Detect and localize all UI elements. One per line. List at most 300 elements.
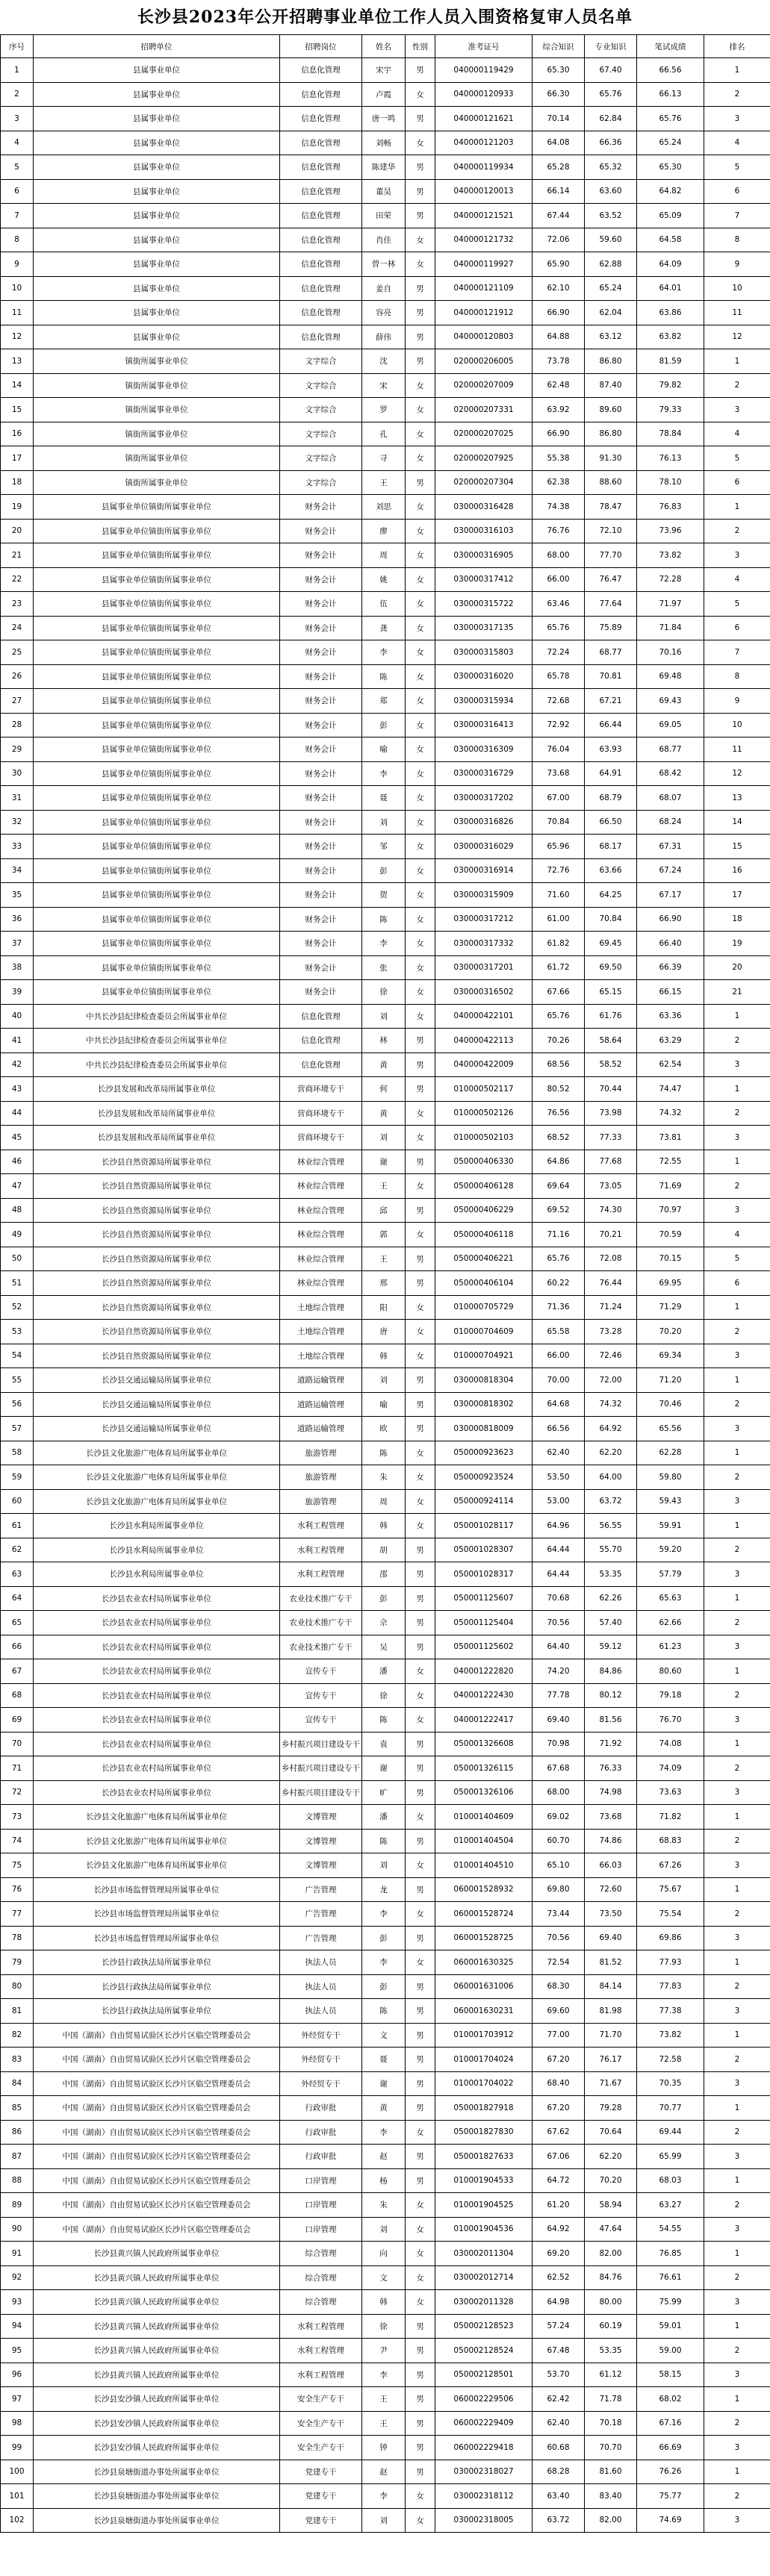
table-cell: 73.98 <box>585 1101 637 1126</box>
table-cell: 79.33 <box>637 398 704 422</box>
table-cell: 57 <box>1 1417 34 1441</box>
table-cell: 71.69 <box>637 1174 704 1199</box>
table-cell: 2 <box>704 2048 770 2072</box>
table-cell: 81.59 <box>637 349 704 374</box>
table-cell: 女 <box>406 2242 435 2266</box>
table-cell: 19 <box>1 495 34 520</box>
table-cell: 文字综合 <box>280 398 362 422</box>
table-cell: 长沙县农业农村局所属事业单位 <box>34 1635 280 1659</box>
table-row <box>1 858 770 883</box>
table-cell: 1 <box>704 1150 770 1174</box>
table-cell: 长沙县文化旅游广电体育局所属事业单位 <box>34 1465 280 1490</box>
table-cell: 女 <box>406 640 435 665</box>
table-cell: 71.84 <box>637 616 704 640</box>
table-cell: 060001528932 <box>435 1877 533 1902</box>
table-cell: 1 <box>704 1877 770 1902</box>
table-cell: 女 <box>406 810 435 835</box>
table-cell: 78.84 <box>637 422 704 446</box>
table-cell: 74.32 <box>637 1101 704 1126</box>
table-row <box>1 1562 770 1587</box>
table-cell: 长沙县安沙镇人民政府所属事业单位 <box>34 2436 280 2460</box>
table-cell: 030000317412 <box>435 567 533 592</box>
table-cell: 向 <box>362 2242 406 2266</box>
table-cell: 79 <box>1 1950 34 1975</box>
column-header: 专业知识 <box>585 35 637 58</box>
table-cell: 68.17 <box>585 835 637 859</box>
table-row <box>1 810 770 835</box>
table-header-row <box>1 35 770 58</box>
table-cell: 72 <box>1 1780 34 1805</box>
table-cell: 70.16 <box>637 640 704 665</box>
table-cell: 男 <box>406 1586 435 1611</box>
table-cell: 63.36 <box>637 1004 704 1029</box>
table-cell: 男 <box>406 1562 435 1587</box>
table-cell: 长沙县自然资源局所属事业单位 <box>34 1247 280 1271</box>
table-cell: 66.44 <box>585 713 637 737</box>
table-cell: 68.07 <box>637 786 704 811</box>
table-cell: 6 <box>704 470 770 495</box>
table-cell: 64.88 <box>533 325 585 349</box>
table-cell: 胡 <box>362 1538 406 1562</box>
table-cell: 陈 <box>362 1708 406 1733</box>
table-cell: 卢霞 <box>362 82 406 107</box>
table-cell: 20 <box>1 519 34 543</box>
table-cell: 男 <box>406 155 435 180</box>
table-cell: 100 <box>1 2460 34 2484</box>
table-cell: 农业技术推广专干 <box>280 1635 362 1659</box>
table-cell: 55.38 <box>533 446 585 471</box>
table-cell: 1 <box>704 2242 770 2266</box>
table-cell: 水利工程管理 <box>280 1538 362 1562</box>
table-row <box>1 1368 770 1393</box>
table-cell: 女 <box>406 1489 435 1514</box>
table-cell: 67.44 <box>533 204 585 228</box>
table-cell: 安全生产专干 <box>280 2436 362 2460</box>
table-cell: 女 <box>406 1659 435 1684</box>
table-cell: 040001222820 <box>435 1659 533 1684</box>
table-cell: 女 <box>406 1902 435 1927</box>
table-cell: 050000924114 <box>435 1489 533 1514</box>
table-cell: 文字综合 <box>280 422 362 446</box>
table-cell: 女 <box>406 616 435 640</box>
table-cell: 彭 <box>362 1586 406 1611</box>
table-cell: 74.32 <box>585 1392 637 1417</box>
table-cell: 财务会计 <box>280 858 362 883</box>
table-cell: 69 <box>1 1708 34 1733</box>
table-cell: 女 <box>406 1223 435 1247</box>
table-cell: 030000818302 <box>435 1392 533 1417</box>
table-cell: 女 <box>406 1465 435 1490</box>
table-cell: 3 <box>704 2071 770 2096</box>
table-cell: 69.50 <box>585 955 637 980</box>
table-cell: 66.13 <box>637 82 704 107</box>
table-cell: 65.15 <box>585 980 637 1005</box>
table-cell: 45 <box>1 1126 34 1150</box>
table-cell: 女 <box>406 2508 435 2533</box>
table-cell: 54 <box>1 1344 34 1368</box>
table-cell: 中国（湖南）自由贸易试验区长沙片区临空管理委员会 <box>34 2048 280 2072</box>
table-cell: 长沙县交通运输局所属事业单位 <box>34 1392 280 1417</box>
table-cell: 73.44 <box>533 1902 585 1927</box>
table-cell: 林业综合管理 <box>280 1150 362 1174</box>
table-cell: 财务会计 <box>280 835 362 859</box>
table-cell: 县属事业单位 <box>34 82 280 107</box>
table-cell: 女 <box>406 761 435 786</box>
table-cell: 女 <box>406 835 435 859</box>
table-cell: 2 <box>704 2339 770 2363</box>
table-cell: 25 <box>1 640 34 665</box>
table-cell: 谢 <box>362 2071 406 2096</box>
table-cell: 3 <box>704 2290 770 2315</box>
table-cell: 060001630231 <box>435 1999 533 2024</box>
table-cell: 58.52 <box>585 1052 637 1077</box>
table-cell: 9 <box>704 252 770 277</box>
table-cell: 69.05 <box>637 713 704 737</box>
table-cell: 70.97 <box>637 1198 704 1223</box>
table-cell: 口岸管理 <box>280 2193 362 2218</box>
table-row <box>1 252 770 277</box>
table-cell: 文 <box>362 2023 406 2048</box>
table-cell: 70.20 <box>585 2168 637 2193</box>
table-cell: 长沙县安沙镇人民政府所属事业单位 <box>34 2387 280 2412</box>
table-cell: 女 <box>406 907 435 932</box>
table-row <box>1 2168 770 2193</box>
table-cell: 长沙县黄兴镇人民政府所属事业单位 <box>34 2339 280 2363</box>
table-cell: 77.70 <box>585 543 637 568</box>
table-cell: 64.92 <box>533 2217 585 2242</box>
table-cell: 县属事业单位 <box>34 228 280 252</box>
table-cell: 4 <box>704 1223 770 1247</box>
table-cell: 男 <box>406 2339 435 2363</box>
table-cell: 男 <box>406 325 435 349</box>
table-cell: 李 <box>362 761 406 786</box>
table-cell: 62.52 <box>533 2265 585 2290</box>
table-cell: 3 <box>704 2145 770 2169</box>
table-cell: 伍 <box>362 592 406 617</box>
table-cell: 030000316826 <box>435 810 533 835</box>
table-cell: 74.09 <box>637 1756 704 1781</box>
table-row <box>1 2023 770 2048</box>
table-cell: 73.28 <box>585 1320 637 1344</box>
table-cell: 旅游管理 <box>280 1489 362 1514</box>
table-row <box>1 1320 770 1344</box>
table-cell: 12 <box>704 761 770 786</box>
table-cell: 王 <box>362 2387 406 2412</box>
table-cell: 5 <box>704 446 770 471</box>
table-row <box>1 1756 770 1781</box>
table-cell: 女 <box>406 1004 435 1029</box>
table-cell: 040000120803 <box>435 325 533 349</box>
table-cell: 刘 <box>362 1853 406 1878</box>
table-cell: 财务会计 <box>280 592 362 617</box>
table-cell: 51 <box>1 1271 34 1296</box>
table-cell: 周 <box>362 1489 406 1514</box>
table-cell: 6 <box>704 616 770 640</box>
table-cell: 69.48 <box>637 664 704 689</box>
table-cell: 050000406229 <box>435 1198 533 1223</box>
table-cell: 男 <box>406 1732 435 1756</box>
table-cell: 男 <box>406 1029 435 1053</box>
table-cell: 县属事业单位镇街所属事业单位 <box>34 495 280 520</box>
table-cell: 1 <box>704 1805 770 1830</box>
table-cell: 030000316020 <box>435 664 533 689</box>
table-cell: 长沙县水利局所属事业单位 <box>34 1514 280 1538</box>
table-cell: 050000406221 <box>435 1247 533 1271</box>
table-cell: 财务会计 <box>280 955 362 980</box>
table-cell: 61.12 <box>585 2363 637 2387</box>
table-cell: 13 <box>1 349 34 374</box>
table-cell: 050000923524 <box>435 1465 533 1490</box>
table-cell: 1 <box>704 1368 770 1393</box>
table-cell: 外经贸专干 <box>280 2023 362 2048</box>
table-cell: 77.64 <box>585 592 637 617</box>
table-cell: 财务会计 <box>280 495 362 520</box>
table-cell: 27 <box>1 689 34 714</box>
table-cell: 71.16 <box>533 1223 585 1247</box>
table-cell: 男 <box>406 204 435 228</box>
table-cell: 66.56 <box>637 58 704 83</box>
table-cell: 信息化管理 <box>280 301 362 325</box>
table-cell: 女 <box>406 737 435 762</box>
table-cell: 73.68 <box>585 1805 637 1830</box>
table-cell: 75.99 <box>637 2290 704 2315</box>
table-cell: 050002128524 <box>435 2339 533 2363</box>
table-cell: 72.55 <box>637 1150 704 1174</box>
table-cell: 李 <box>362 932 406 956</box>
table-cell: 98 <box>1 2411 34 2436</box>
column-header: 序号 <box>1 35 34 58</box>
table-cell: 财务会计 <box>280 689 362 714</box>
table-cell: 060002229418 <box>435 2436 533 2460</box>
page-title: 长沙县2023年公开招聘事业单位工作人员入围资格复审人员名单 <box>137 7 633 27</box>
table-cell: 综合管理 <box>280 2242 362 2266</box>
table-cell: 徐 <box>362 1683 406 1708</box>
table-cell: 102 <box>1 2508 34 2533</box>
table-cell: 76.04 <box>533 737 585 762</box>
table-row <box>1 2387 770 2412</box>
table-cell: 74.38 <box>533 495 585 520</box>
table-cell: 何 <box>362 1077 406 1102</box>
table-cell: 60.19 <box>585 2314 637 2339</box>
table-cell: 长沙县发展和改革局所属事业单位 <box>34 1077 280 1102</box>
table-cell: 81.60 <box>585 2460 637 2484</box>
table-cell: 18 <box>704 907 770 932</box>
table-row <box>1 2048 770 2072</box>
table-cell: 64.00 <box>585 1465 637 1490</box>
table-cell: 82.00 <box>585 2242 637 2266</box>
table-cell: 96 <box>1 2363 34 2387</box>
table-cell: 040000119429 <box>435 58 533 83</box>
table-cell: 68.00 <box>533 1780 585 1805</box>
table-cell: 刘 <box>362 1368 406 1393</box>
table-cell: 11 <box>1 301 34 325</box>
table-cell: 林业综合管理 <box>280 1174 362 1199</box>
table-cell: 65.76 <box>585 82 637 107</box>
table-row <box>1 446 770 471</box>
table-cell: 刘 <box>362 1004 406 1029</box>
table-cell: 2 <box>704 1320 770 1344</box>
table-cell: 73.81 <box>637 1126 704 1150</box>
table-cell: 79.18 <box>637 1683 704 1708</box>
table-cell: 65.63 <box>637 1586 704 1611</box>
table-cell: 020000207009 <box>435 373 533 398</box>
table-cell: 女 <box>406 567 435 592</box>
table-cell: 72.54 <box>533 1950 585 1975</box>
candidates-table <box>0 34 770 2533</box>
table-cell: 县属事业单位镇街所属事业单位 <box>34 592 280 617</box>
table-cell: 执法人员 <box>280 1950 362 1975</box>
table-cell: 1 <box>704 1077 770 1102</box>
table-cell: 76.83 <box>637 495 704 520</box>
table-cell: 46 <box>1 1150 34 1174</box>
table-cell: 县属事业单位镇街所属事业单位 <box>34 980 280 1005</box>
table-cell: 女 <box>406 422 435 446</box>
table-cell: 文字综合 <box>280 446 362 471</box>
table-cell: 3 <box>704 1708 770 1733</box>
table-cell: 62.10 <box>533 276 585 301</box>
table-cell: 女 <box>406 228 435 252</box>
table-cell: 010001904525 <box>435 2193 533 2218</box>
table-cell: 男 <box>406 1780 435 1805</box>
table-cell: 中国（湖南）自由贸易试验区长沙片区临空管理委员会 <box>34 2193 280 2218</box>
table-cell: 040000119927 <box>435 252 533 277</box>
table-cell: 邵 <box>362 1562 406 1587</box>
table-cell: 64.98 <box>533 2290 585 2315</box>
table-cell: 8 <box>1 228 34 252</box>
table-cell: 37 <box>1 932 34 956</box>
table-row <box>1 1999 770 2024</box>
table-cell: 030002318112 <box>435 2484 533 2509</box>
table-cell: 长沙县自然资源局所属事业单位 <box>34 1174 280 1199</box>
table-cell: 59.01 <box>637 2314 704 2339</box>
table-cell: 15 <box>1 398 34 422</box>
table-cell: 综合管理 <box>280 2265 362 2290</box>
table-cell: 女 <box>406 1101 435 1126</box>
table-cell: 5 <box>704 1247 770 1271</box>
table-row <box>1 786 770 811</box>
table-cell: 010001704024 <box>435 2048 533 2072</box>
table-row <box>1 1829 770 1853</box>
table-cell: 66.56 <box>533 1417 585 1441</box>
table-cell: 2 <box>704 1829 770 1853</box>
table-cell: 33 <box>1 835 34 859</box>
table-row <box>1 1611 770 1635</box>
table-cell: 75.77 <box>637 2484 704 2509</box>
table-cell: 长沙县农业农村局所属事业单位 <box>34 1611 280 1635</box>
table-cell: 10 <box>704 276 770 301</box>
table-row <box>1 2411 770 2436</box>
table-cell: 030002318027 <box>435 2460 533 2484</box>
table-cell: 长沙县市场监督管理局所属事业单位 <box>34 1902 280 1927</box>
table-cell: 81.56 <box>585 1708 637 1733</box>
table-cell: 80.00 <box>585 2290 637 2315</box>
table-row <box>1 1902 770 1927</box>
table-cell: 朱 <box>362 1465 406 1490</box>
table-cell: 男 <box>406 1538 435 1562</box>
table-cell: 女 <box>406 1441 435 1465</box>
table-cell: 77.83 <box>637 1974 704 1999</box>
table-cell: 3 <box>1 107 34 131</box>
table-cell: 财务会计 <box>280 932 362 956</box>
table-cell: 文字综合 <box>280 373 362 398</box>
table-cell: 女 <box>406 519 435 543</box>
table-cell: 76 <box>1 1877 34 1902</box>
table-cell: 68.52 <box>533 1126 585 1150</box>
table-cell: 76.70 <box>637 1708 704 1733</box>
table-cell: 69.64 <box>533 1174 585 1199</box>
table-row <box>1 82 770 107</box>
table-cell: 长沙县黄兴镇人民政府所属事业单位 <box>34 2265 280 2290</box>
table-cell: 64.44 <box>533 1538 585 1562</box>
table-row <box>1 131 770 155</box>
table-cell: 女 <box>406 252 435 277</box>
table-cell: 2 <box>704 1465 770 1490</box>
table-cell: 女 <box>406 1174 435 1199</box>
column-header: 姓名 <box>362 35 406 58</box>
table-cell: 女 <box>406 786 435 811</box>
table-cell: 67.48 <box>533 2339 585 2363</box>
table-cell: 57.24 <box>533 2314 585 2339</box>
table-cell: 8 <box>704 228 770 252</box>
table-row <box>1 1805 770 1830</box>
table-cell: 050001028307 <box>435 1538 533 1562</box>
table-cell: 040000120013 <box>435 179 533 204</box>
table-cell: 69.40 <box>533 1708 585 1733</box>
table-cell: 潘 <box>362 1805 406 1830</box>
table-cell: 11 <box>704 301 770 325</box>
table-cell: 3 <box>704 2508 770 2533</box>
table-cell: 营商环境专干 <box>280 1077 362 1102</box>
table-cell: 62.20 <box>585 1441 637 1465</box>
table-cell: 袁 <box>362 1732 406 1756</box>
table-cell: 030000317135 <box>435 616 533 640</box>
table-cell: 64.68 <box>533 1392 585 1417</box>
table-cell: 64.01 <box>637 276 704 301</box>
table-cell: 刘畅 <box>362 131 406 155</box>
table-cell: 74.30 <box>585 1198 637 1223</box>
table-cell: 78.47 <box>585 495 637 520</box>
table-cell: 65.32 <box>585 155 637 180</box>
table-cell: 65.28 <box>533 155 585 180</box>
table-cell: 67 <box>1 1659 34 1684</box>
table-cell: 61 <box>1 1514 34 1538</box>
table-cell: 9 <box>704 689 770 714</box>
table-cell: 64.91 <box>585 761 637 786</box>
table-cell: 71.67 <box>585 2071 637 2096</box>
table-cell: 010001703912 <box>435 2023 533 2048</box>
table-cell: 男 <box>406 1877 435 1902</box>
table-cell: 77.68 <box>585 1150 637 1174</box>
table-cell: 长沙县黄兴镇人民政府所属事业单位 <box>34 2363 280 2387</box>
table-cell: 60 <box>1 1489 34 1514</box>
table-cell: 23 <box>1 592 34 617</box>
table-cell: 长沙县农业农村局所属事业单位 <box>34 1732 280 1756</box>
table-cell: 72.28 <box>637 567 704 592</box>
table-cell: 县属事业单位镇街所属事业单位 <box>34 835 280 859</box>
table-cell: 65.24 <box>585 276 637 301</box>
table-cell: 女 <box>406 955 435 980</box>
table-cell: 林业综合管理 <box>280 1198 362 1223</box>
table-cell: 80 <box>1 1974 34 1999</box>
table-cell: 中共长沙县纪律检查委员会所属事业单位 <box>34 1052 280 1077</box>
table-row <box>1 470 770 495</box>
table-cell: 赵 <box>362 2460 406 2484</box>
table-cell: 女 <box>406 1126 435 1150</box>
table-cell: 李 <box>362 2363 406 2387</box>
table-cell: 陈 <box>362 1999 406 2024</box>
table-cell: 水利工程管理 <box>280 2339 362 2363</box>
table-cell: 县属事业单位镇街所属事业单位 <box>34 858 280 883</box>
